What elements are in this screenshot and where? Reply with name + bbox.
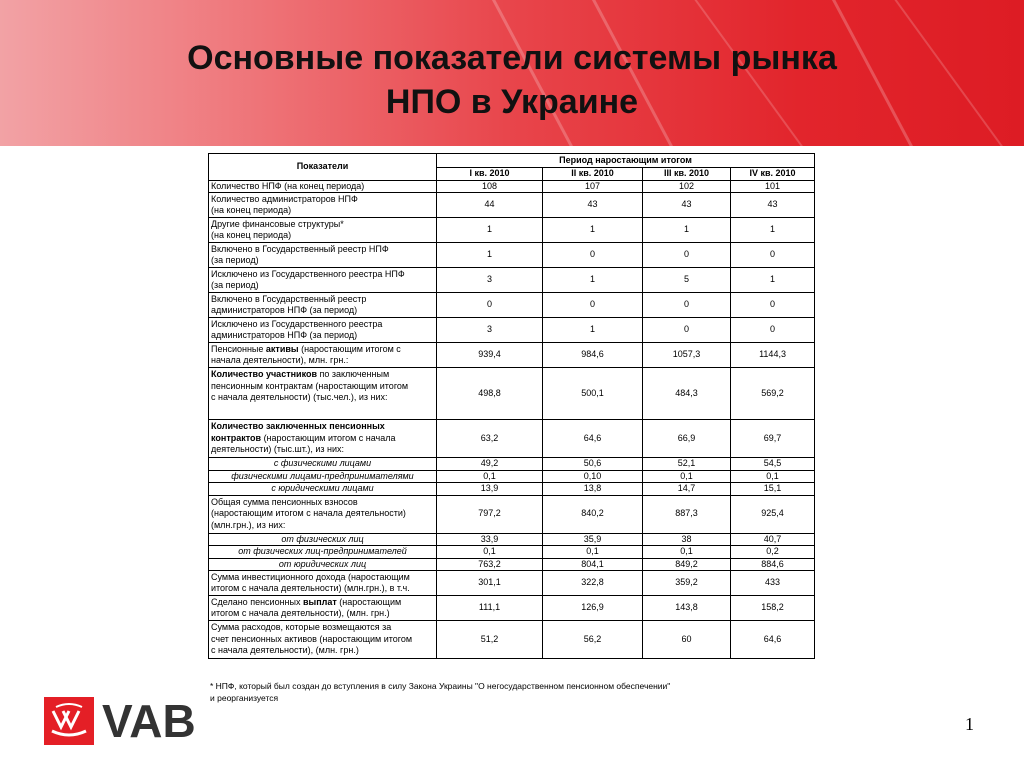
- cell-value: 101: [731, 180, 815, 193]
- logo-text: VAB: [102, 695, 196, 747]
- cell-value: 63,2: [437, 420, 543, 458]
- cell-value: 322,8: [543, 571, 643, 596]
- header-indicators: Показатели: [209, 154, 437, 181]
- cell-value: 0: [731, 293, 815, 318]
- table-row: [209, 621, 815, 659]
- cell-value: 0: [543, 293, 643, 318]
- row-label: Исключено из Государственного реестра администраторов НПФ (за период): [209, 318, 437, 343]
- logo-mark-icon: [44, 697, 94, 745]
- cell-value: 60: [643, 621, 731, 659]
- row-label: от физических лиц: [209, 533, 437, 546]
- cell-value: 143,8: [643, 596, 731, 621]
- cell-value: 44: [437, 193, 543, 218]
- cell-value: 0,1: [643, 546, 731, 559]
- cell-value: 925,4: [731, 495, 815, 533]
- table-row: [209, 343, 815, 368]
- cell-value: 102: [643, 180, 731, 193]
- cell-value: 66,9: [643, 420, 731, 458]
- cell-value: 1: [643, 218, 731, 243]
- cell-value: 984,6: [543, 343, 643, 368]
- cell-value: 0,1: [731, 470, 815, 483]
- slide-title-line1: Основные показатели системы рынка: [187, 39, 837, 77]
- cell-value: 49,2: [437, 458, 543, 471]
- table-row: [209, 470, 815, 483]
- cell-value: 107: [543, 180, 643, 193]
- row-label: Исключено из Государственного реестра НПФ (за период): [209, 268, 437, 293]
- table-row: [209, 420, 815, 458]
- cell-value: 13,8: [543, 483, 643, 496]
- page-number: 1: [965, 714, 974, 734]
- header-quarter: I кв. 2010: [437, 168, 543, 181]
- table-row: [209, 495, 815, 533]
- cell-value: 33,9: [437, 533, 543, 546]
- cell-value: 0,1: [437, 546, 543, 559]
- table-row: [209, 180, 815, 193]
- cell-value: 14,7: [643, 483, 731, 496]
- cell-value: 887,3: [643, 495, 731, 533]
- cell-value: 111,1: [437, 596, 543, 621]
- cell-value: 500,1: [543, 368, 643, 420]
- cell-value: 884,6: [731, 558, 815, 571]
- cell-value: 433: [731, 571, 815, 596]
- cell-value: 0: [731, 318, 815, 343]
- table-row: [209, 193, 815, 218]
- cell-value: 3: [437, 318, 543, 343]
- cell-value: 0: [643, 293, 731, 318]
- table-row: [209, 293, 815, 318]
- cell-value: 0,1: [437, 470, 543, 483]
- table-row: [209, 368, 815, 420]
- cell-value: 54,5: [731, 458, 815, 471]
- cell-value: 0,2: [731, 546, 815, 559]
- cell-value: 40,7: [731, 533, 815, 546]
- cell-value: 64,6: [731, 621, 815, 659]
- cell-value: 126,9: [543, 596, 643, 621]
- table-row: [209, 546, 815, 559]
- cell-value: 51,2: [437, 621, 543, 659]
- header-quarter: III кв. 2010: [643, 168, 731, 181]
- cell-value: 1: [731, 218, 815, 243]
- table-row: [209, 571, 815, 596]
- table-row: [209, 218, 815, 243]
- indicators-table: [208, 153, 815, 659]
- cell-value: 0: [731, 243, 815, 268]
- footnote-line1: * НПФ, который был создан до вступления в силу Закона Украины "О негосударственном пенсионном обеспечении": [210, 681, 671, 691]
- cell-value: 52,1: [643, 458, 731, 471]
- cell-value: 35,9: [543, 533, 643, 546]
- vab-logo: [44, 697, 206, 745]
- footnote-line2: и реорганизуется: [210, 693, 279, 703]
- row-label: Общая сумма пенсионных взносов (наростающим итогом с начала деятельности) (млн.грн.), из них:: [209, 495, 437, 533]
- cell-value: 158,2: [731, 596, 815, 621]
- cell-value: 1057,3: [643, 343, 731, 368]
- row-label: Включено в Государственный реестр НПФ (за период): [209, 243, 437, 268]
- header-quarter: II кв. 2010: [543, 168, 643, 181]
- cell-value: 0: [543, 243, 643, 268]
- table-row: [209, 483, 815, 496]
- cell-value: 0: [643, 243, 731, 268]
- row-label: Количество заключенных пенсионных контрактов (наростающим итогом с начала деятельности) (тыс.шт.), из них:: [209, 420, 437, 458]
- cell-value: 0,10: [543, 470, 643, 483]
- row-label: физическими лицами-предпринимателями: [209, 470, 437, 483]
- cell-value: 56,2: [543, 621, 643, 659]
- table-row: [209, 558, 815, 571]
- header-quarter: IV кв. 2010: [731, 168, 815, 181]
- cell-value: 1: [543, 218, 643, 243]
- cell-value: 50,6: [543, 458, 643, 471]
- cell-value: 0: [643, 318, 731, 343]
- cell-value: 939,4: [437, 343, 543, 368]
- cell-value: 763,2: [437, 558, 543, 571]
- cell-value: 15,1: [731, 483, 815, 496]
- cell-value: 0,1: [643, 470, 731, 483]
- table-row: [209, 268, 815, 293]
- cell-value: 3: [437, 268, 543, 293]
- cell-value: 359,2: [643, 571, 731, 596]
- cell-value: 840,2: [543, 495, 643, 533]
- slide-title: [0, 36, 1024, 124]
- cell-value: 0,1: [543, 546, 643, 559]
- cell-value: 1: [731, 268, 815, 293]
- cell-value: 64,6: [543, 420, 643, 458]
- cell-value: 569,2: [731, 368, 815, 420]
- cell-value: 13,9: [437, 483, 543, 496]
- cell-value: 301,1: [437, 571, 543, 596]
- cell-value: 1144,3: [731, 343, 815, 368]
- cell-value: 69,7: [731, 420, 815, 458]
- cell-value: 1: [543, 318, 643, 343]
- row-label: Сумма инвестиционного дохода (наростающим итогом с начала деятельности) (млн.грн.), в т.ч.: [209, 571, 437, 596]
- row-label: Пенсионные активы (наростающим итогом с начала деятельности), млн. грн.:: [209, 343, 437, 368]
- cell-value: 1: [437, 218, 543, 243]
- cell-value: 38: [643, 533, 731, 546]
- cell-value: 43: [731, 193, 815, 218]
- row-label: Другие финансовые структуры* (на конец периода): [209, 218, 437, 243]
- cell-value: 498,8: [437, 368, 543, 420]
- header-period: Период наростающим итогом: [437, 154, 815, 168]
- row-label: от юридических лиц: [209, 558, 437, 571]
- table-row: [209, 318, 815, 343]
- cell-value: 0: [437, 293, 543, 318]
- cell-value: 43: [543, 193, 643, 218]
- row-label: с юридическими лицами: [209, 483, 437, 496]
- row-label: от физических лиц-предпринимателей: [209, 546, 437, 559]
- table-row: [209, 243, 815, 268]
- cell-value: 5: [643, 268, 731, 293]
- cell-value: 1: [543, 268, 643, 293]
- row-label: Количество НПФ (на конец периода): [209, 180, 437, 193]
- row-label: Включено в Государственный реестр администраторов НПФ (за период): [209, 293, 437, 318]
- cell-value: 1: [437, 243, 543, 268]
- table-row: [209, 458, 815, 471]
- cell-value: 43: [643, 193, 731, 218]
- table-row: [209, 533, 815, 546]
- slide-title-line2: НПО в Украине: [385, 83, 639, 121]
- cell-value: 804,1: [543, 558, 643, 571]
- cell-value: 849,2: [643, 558, 731, 571]
- cell-value: 484,3: [643, 368, 731, 420]
- footnote: [210, 680, 810, 704]
- cell-value: 108: [437, 180, 543, 193]
- row-label: Сделано пенсионных выплат (наростающим итогом с начала деятельности), (млн. грн.): [209, 596, 437, 621]
- table-row: [209, 596, 815, 621]
- row-label: Количество администраторов НПФ (на конец периода): [209, 193, 437, 218]
- cell-value: 797,2: [437, 495, 543, 533]
- row-label: с физическими лицами: [209, 458, 437, 471]
- row-label: Сумма расходов, которые возмещаются за счет пенсионных активов (наростающим итогом с начала деятельности), (млн. грн.): [209, 621, 437, 659]
- row-label: Количество участников по заключенным пенсионным контрактам (наростающим итогом с начала деятельности) (тыс.чел.), из них:: [209, 368, 437, 420]
